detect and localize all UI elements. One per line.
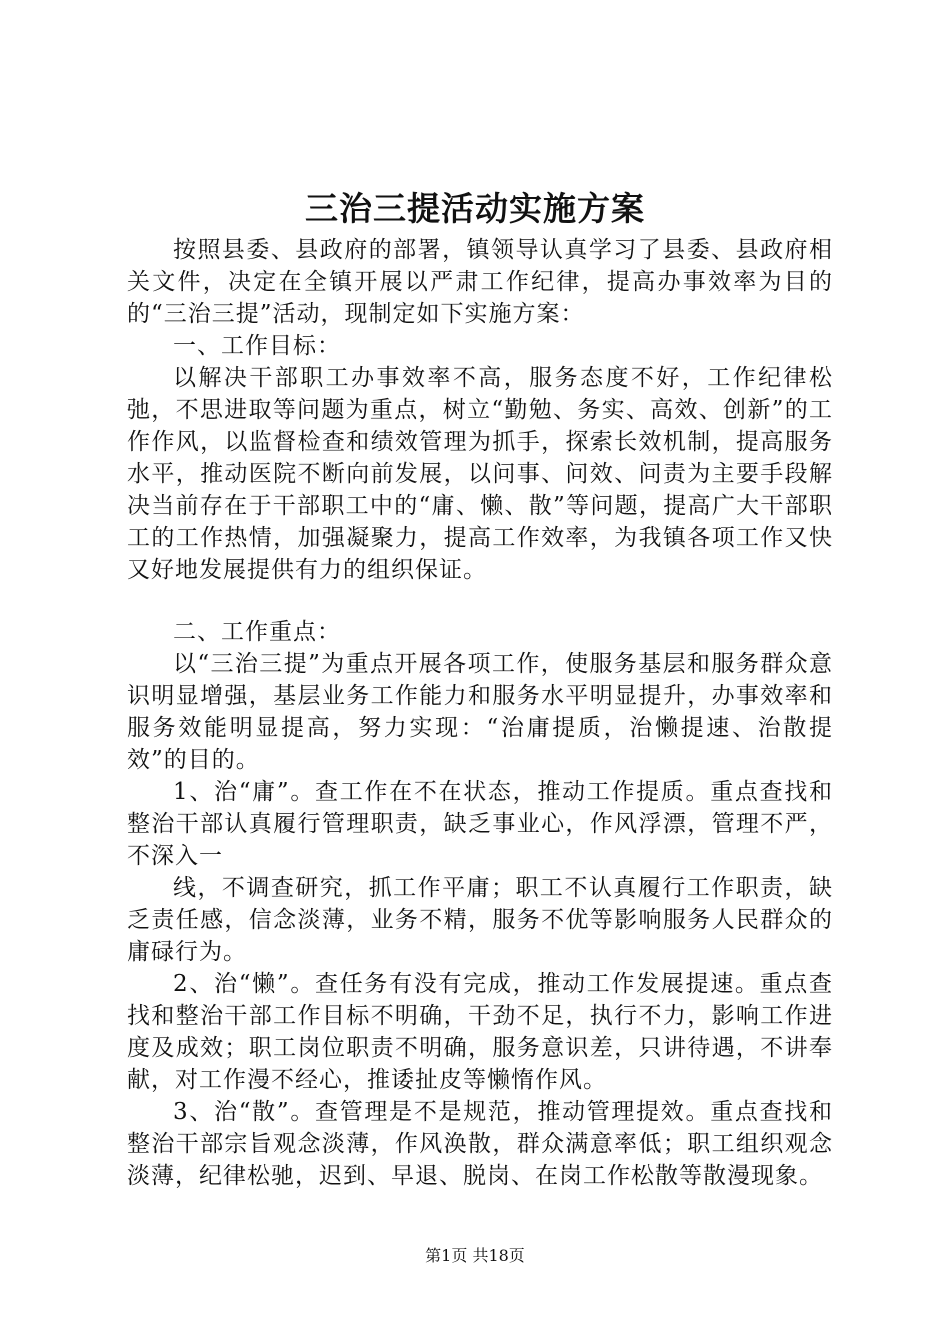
- goals-paragraph: 以解决干部职工办事效率不高，服务态度不好，工作纪律松弛，不思进取等问题为重点，树立“勤勉、务实、高效、创新”的工作作风，以监督检查和绩效管理为抓手，探索长效机制，提高服务水平，推动医院不断向前发展，以问事、问效、问责为主要手段解决当前存在于干部职工中的“庸、懒、散”等问题，提高广大干部职工的工作热情，加强凝聚力，提高工作效率，为我镇各项工作又快又好地发展提供有力的组织保证。: [127, 365, 833, 583]
- item-2-paragraph: 2、治“懒”。查任务有没有完成，推动工作发展提速。重点查找和整治干部工作目标不明确，干劲不足，执行不力，影响工作进度及成效；职工岗位职责不明确，服务意识差，只讲待遇，不讲奉献，对工作漫不经心，推诿扯皮等懒惰作风。: [127, 971, 833, 1093]
- item-3-paragraph: 3、治“散”。查管理是不是规范，推动管理提效。重点查找和整治干部宗旨观念淡薄，作风涣散，群众满意率低；职工组织观念淡薄，纪律松驰，迟到、早退、脱岗、在岗工作松散等散漫现象。: [127, 1099, 833, 1189]
- item-1-continuation: 线，不调查研究，抓工作平庸；职工不认真履行工作职责，缺乏责任感，信念淡薄，业务不精，服务不优等影响服务人民群众的庸碌行为。: [127, 875, 833, 965]
- focus-paragraph: 以“三治三提”为重点开展各项工作，使服务基层和服务群众意识明显增强，基层业务工作能力和服务水平明显提升，办事效率和服务效能明显提高，努力实现：“治庸提质，治懒提速、治散提效”的目的。: [127, 651, 833, 773]
- intro-paragraph: 按照县委、县政府的部署，镇领导认真学习了县委、县政府相关文件，决定在全镇开展以严肃工作纪律，提高办事效率为目的的“三治三提”活动，现制定如下实施方案：: [127, 237, 833, 327]
- section-heading-focus: 二、工作重点：: [173, 619, 341, 645]
- document-title: 三治三提活动实施方案: [305, 189, 645, 228]
- item-1-paragraph: 1、治“庸”。查工作在不在状态，推动工作提质。重点查找和整治干部认真履行管理职责，缺乏事业心，作风浮漂，管理不严，不深入一: [127, 779, 833, 869]
- blank-line: [127, 586, 833, 616]
- page-number: 第1页 共18页: [425, 1246, 525, 1265]
- section-heading-goals: 一、工作目标：: [173, 333, 341, 359]
- document-body: [127, 234, 833, 1192]
